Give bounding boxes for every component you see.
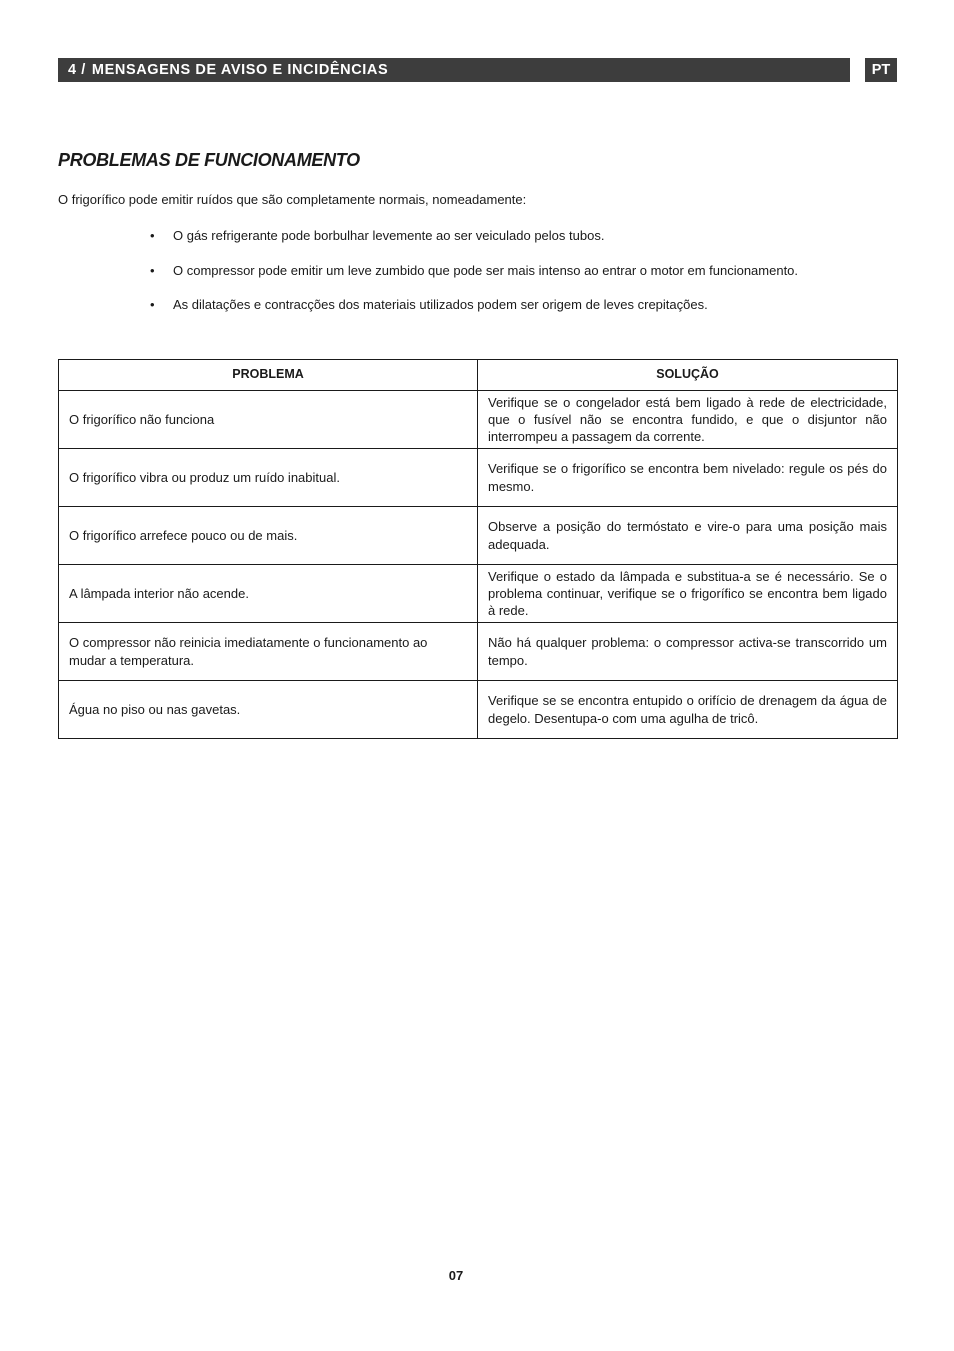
list-item-text: As dilatações e contracções dos materiais utilizados podem ser origem de leves crepitações. [173, 297, 708, 312]
troubleshooting-table [58, 359, 898, 739]
problem-cell: O frigorífico vibra ou produz um ruído inabitual. [59, 449, 478, 507]
list-item [150, 262, 798, 297]
intro-paragraph: O frigorífico pode emitir ruídos que são completamente normais, nomeadamente: [58, 192, 527, 207]
list-item [150, 296, 798, 331]
solution-cell: Verifique se o frigorífico se encontra bem nivelado: regule os pés do mesmo. [478, 449, 898, 507]
solution-cell: Verifique se se encontra entupido o orifício de drenagem da água de degelo. Desentupa-o com uma agulha de tricô. [478, 681, 898, 739]
problem-cell: O frigorífico não funciona [59, 391, 478, 449]
chapter-header [58, 58, 850, 82]
page-number: 07 [448, 1268, 464, 1283]
table-row [59, 681, 898, 739]
table-row [59, 565, 898, 623]
table-row [59, 391, 898, 449]
chapter-number: 4 / [68, 62, 86, 78]
problem-cell: O frigorífico arrefece pouco ou de mais. [59, 507, 478, 565]
solution-cell: Não há qualquer problema: o compressor activa-se transcorrido um tempo. [478, 623, 898, 681]
bullet-icon: • [150, 297, 155, 312]
problem-cell: Água no piso ou nas gavetas. [59, 681, 478, 739]
noise-list [150, 227, 798, 331]
solution-cell: Verifique o estado da lâmpada e substitua-a se é necessário. Se o problema continuar, verifique se o frigorífico se encontra bem ligado à rede. [478, 565, 898, 623]
language-badge: PT [865, 58, 897, 82]
chapter-title: MENSAGENS DE AVISO E INCIDÊNCIAS [91, 62, 389, 78]
list-item-text: O compressor pode emitir um leve zumbido que pode ser mais intenso ao entrar o motor em funcionamento. [173, 262, 799, 278]
list-item-text: O gás refrigerante pode borbulhar levemente ao ser veiculado pelos tubos. [173, 228, 605, 243]
column-header-solution: SOLUÇÃO [478, 360, 898, 391]
bullet-icon: • [150, 262, 155, 278]
section-title: PROBLEMAS DE FUNCIONAMENTO [58, 150, 360, 170]
problem-cell: A lâmpada interior não acende. [59, 565, 478, 623]
column-header-problem: PROBLEMA [59, 360, 478, 391]
solution-cell: Observe a posição do termóstato e vire-o para uma posição mais adequada. [478, 507, 898, 565]
table-header-row [59, 360, 898, 391]
table-row [59, 507, 898, 565]
solution-cell: Verifique se o congelador está bem ligado à rede de electricidade, que o fusível não se encontra fundido, e que o disjuntor não interrompeu a passagem da corrente. [478, 391, 898, 449]
problem-cell: O compressor não reinicia imediatamente o funcionamento ao mudar a temperatura. [59, 623, 478, 681]
table-row [59, 623, 898, 681]
bullet-icon: • [150, 228, 155, 243]
list-item [150, 227, 798, 262]
table-row [59, 449, 898, 507]
